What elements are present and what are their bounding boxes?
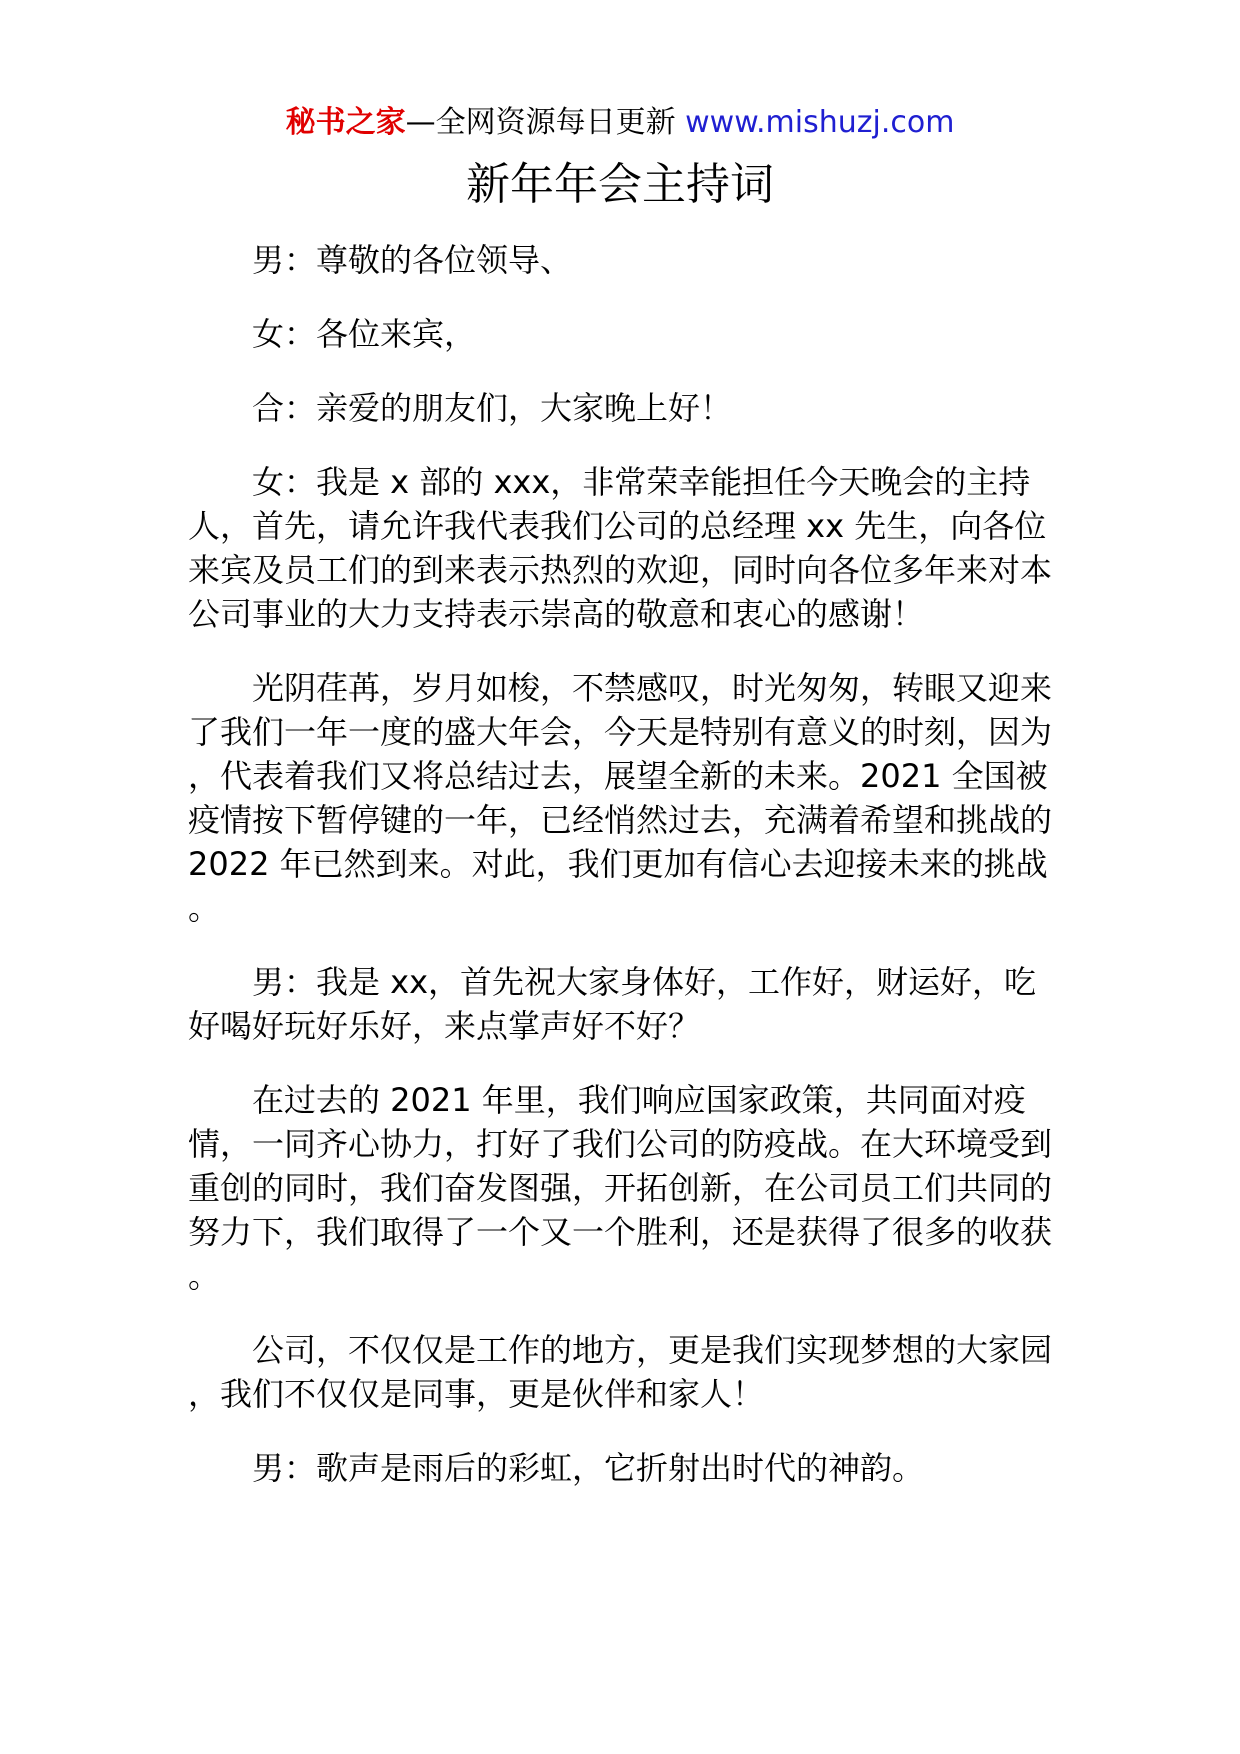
site-slogan: —全网资源每日更新 (405, 105, 676, 140)
paragraph: 男：尊敬的各位领导、 (252, 241, 573, 279)
document-body (188, 238, 1054, 1520)
paragraph: 合：亲爱的朋友们，大家晚上好！ (252, 389, 733, 427)
paragraph: 光阴荏苒，岁月如梭，不禁感叹，时光匆匆，转眼又迎来了我们一年一度的盛大年会，今天是特别有意义的时刻，因为，代表着我们又将总结过去，展望全新的未来。2021 全国被疫情按下暂停键的一年，已经悄然过去，充满着希望和挑战的 2022 年已然到来。对此，我们更加有信心去迎接未来的挑战。 (188, 669, 1053, 927)
paragraph: 公司，不仅仅是工作的地方，更是我们实现梦想的大家园，我们不仅仅是同事，更是伙伴和家人！ (188, 1331, 1053, 1413)
paragraph: 男：我是 xx，首先祝大家身体好，工作好，财运好，吃好喝好玩好乐好，来点掌声好不好？ (188, 963, 1037, 1045)
site-header (0, 103, 1240, 143)
paragraph: 女：我是 x 部的 xxx，非常荣幸能担任今天晚会的主持人，首先，请允许我代表我们公司的总经理 xx 先生，向各位来宾及员工们的到来表示热烈的欢迎，同时向各位多年来对本公司事业的大力支持表示崇高的敬意和衷心的感谢！ (188, 463, 1053, 633)
document-title: 新年年会主持词 (466, 159, 774, 210)
site-brand: 秘书之家 (285, 105, 406, 140)
paragraph: 女：各位来宾， (252, 315, 477, 353)
paragraph: 男：歌声是雨后的彩虹，它折射出时代的神韵。 (252, 1449, 925, 1487)
paragraph: 在过去的 2021 年里，我们响应国家政策，共同面对疫情，一同齐心协力，打好了我们公司的防疫战。在大环境受到重创的同时，我们奋发图强，开拓创新，在公司员工们共同的努力下，我们取得了一个又一个胜利，还是获得了很多的收获。 (188, 1081, 1053, 1295)
site-url-link[interactable]: www.mishuzj.com (685, 105, 955, 140)
